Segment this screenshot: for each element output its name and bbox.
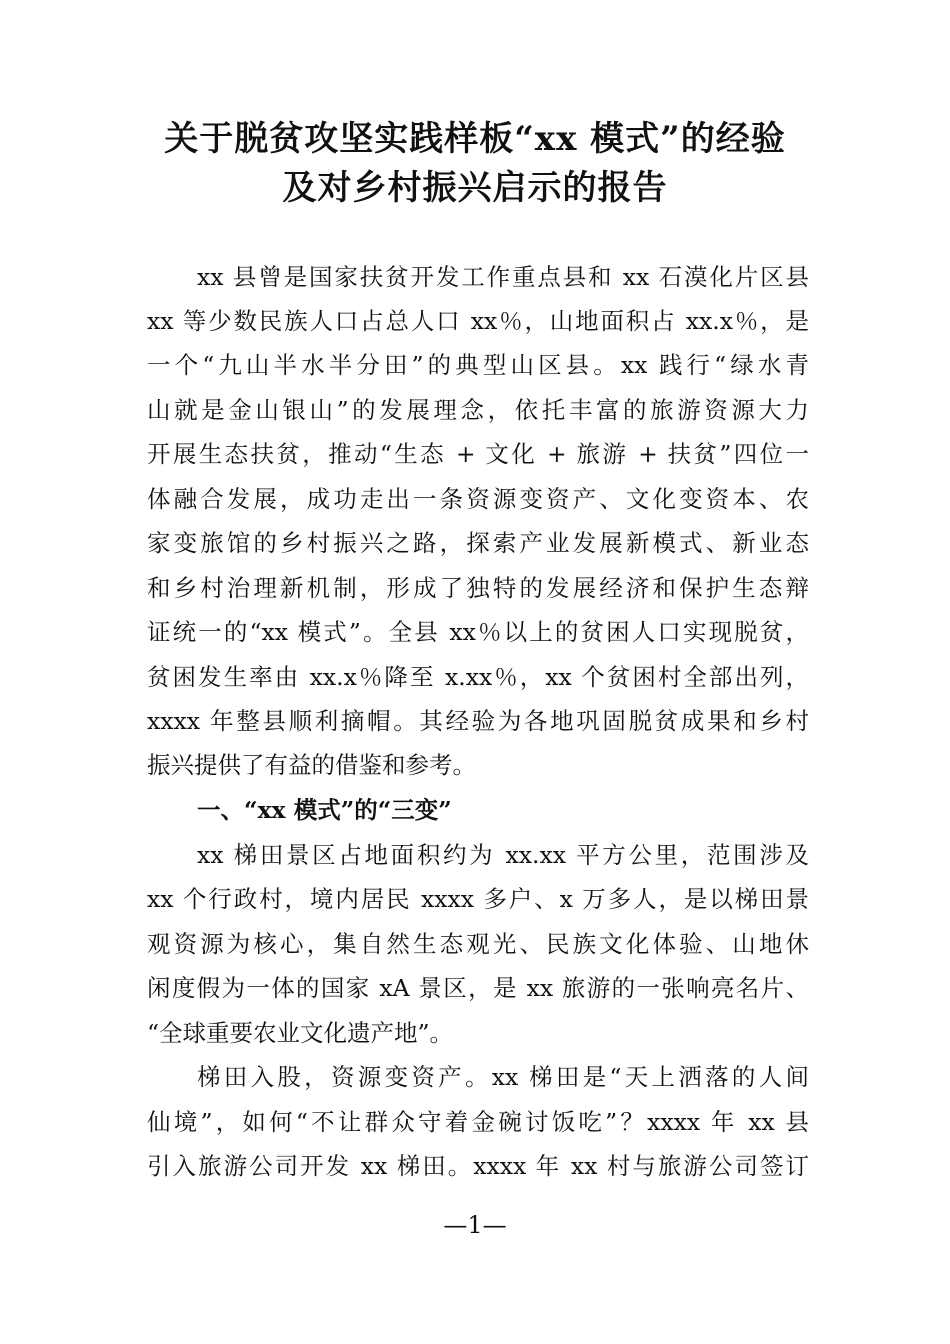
section-heading: 一、“xx 模式”的“三变” xyxy=(197,796,452,824)
paragraph-2-line: xx 个行政村，境内居民 xxxx 多户、x 万多人，是以梯田景 xyxy=(147,885,809,913)
document-title-line-2: 及对乡村振兴启示的报告 xyxy=(282,168,668,208)
paragraph-3-line: 引入旅游公司开发 xx 梯田。xxxx 年 xx 村与旅游公司签订 xyxy=(147,1152,809,1180)
paragraph-2-line: “全球重要农业文化遗产地”。 xyxy=(147,1019,454,1047)
paragraph-3-line: 仙境”，如何“不让群众守着金碗讨饭吃”？xxxx 年 xx 县 xyxy=(147,1108,809,1136)
paragraph-1-line: xx 等少数民族人口占总人口 xx％，山地面积占 xx.x％，是 xyxy=(147,307,809,335)
paragraph-1-line: 振兴提供了有益的借鉴和参考。 xyxy=(147,751,476,779)
paragraph-1-line: 证统一的“xx 模式”。全县 xx％以上的贫困人口实现脱贫， xyxy=(147,618,809,646)
paragraph-1-line: 家变旅馆的乡村振兴之路，探索产业发展新模式、新业态 xyxy=(147,529,809,557)
document-title-line-1: 关于脱贫攻坚实践样板“xx 模式”的经验 xyxy=(164,119,786,159)
paragraph-1-line: 开展生态扶贫，推动“生态 + 文化 + 旅游 + 扶贫”四位一 xyxy=(147,440,809,468)
paragraph-2-line: 闲度假为一体的国家 xA 景区，是 xx 旅游的一张响亮名片、 xyxy=(147,974,809,1002)
paragraph-1-line: 体融合发展，成功走出一条资源变资产、文化变资本、农 xyxy=(147,485,809,513)
paragraph-3-line: 梯田入股，资源变资产。xx 梯田是“天上洒落的人间 xyxy=(197,1063,809,1091)
paragraph-1-line: 贫困发生率由 xx.x％降至 x.xx％，xx 个贫困村全部出列， xyxy=(147,663,809,691)
paragraph-2-line: xx 梯田景区占地面积约为 xx.xx 平方公里，范围涉及 xyxy=(197,841,809,869)
paragraph-1-line: xxxx 年整县顺利摘帽。其经验为各地巩固脱贫成果和乡村 xyxy=(147,707,809,735)
page-number: —1— xyxy=(443,1211,507,1239)
paragraph-1-line: 一个“九山半水半分田”的典型山区县。xx 践行“绿水青 xyxy=(147,351,809,379)
paragraph-1-line: 山就是金山银山”的发展理念，依托丰富的旅游资源大力 xyxy=(147,396,809,424)
paragraph-1-line: xx 县曾是国家扶贫开发工作重点县和 xx 石漠化片区县 xyxy=(197,263,809,291)
paragraph-2-line: 观资源为核心，集自然生态观光、民族文化体验、山地休 xyxy=(147,930,809,958)
paragraph-1-line: 和乡村治理新机制，形成了独特的发展经济和保护生态辩 xyxy=(147,574,809,602)
